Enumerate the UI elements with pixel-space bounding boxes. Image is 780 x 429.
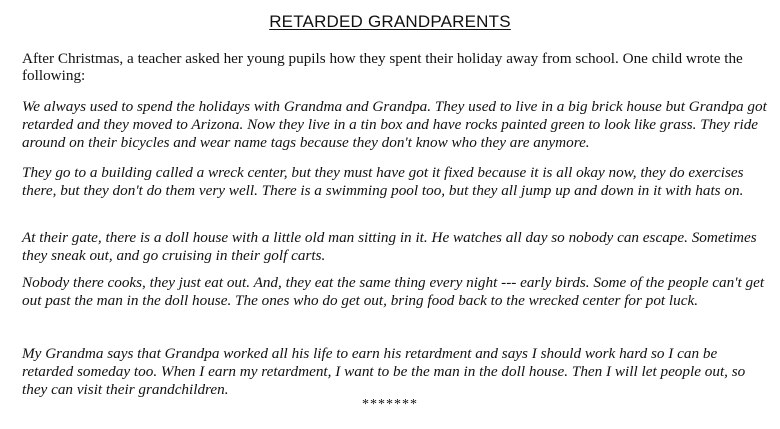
story-paragraph-4: Nobody there cooks, they just eat out. And, they eat the same thing every night --- early birds. Some of the people can't get out past the man in the doll house. The ones who do get out, bring food back to the wrecked center for pot luck. — [22, 274, 765, 309]
intro-paragraph: After Christmas, a teacher asked her young pupils how they spent their holiday away from school. One child wrote the following: — [22, 50, 743, 84]
story-paragraph-3: At their gate, there is a doll house with a little old man sitting in it. He watches all day so nobody can escape. Sometimes they sneak out, and go cruising in their golf carts. — [22, 229, 757, 264]
end-separator: ******* — [362, 397, 418, 412]
story-paragraph-2: They go to a building called a wreck center, but they must have got it fixed because it is all okay now, they do exercises there, but they don't do them very well. There is a swimming pool too, but they all jump up and down in it with hats on. — [22, 164, 744, 199]
story-paragraph-5: My Grandma says that Grandpa worked all his life to earn his retardment and says I should work hard so I can be retarded someday too. When I earn my retardment, I want to be the man in the doll house. Then I will let people out, so they can visit their grandchildren. — [22, 345, 746, 398]
document-title: RETARDED GRANDPARENTS — [269, 12, 511, 31]
story-paragraph-1: We always used to spend the holidays with Grandma and Grandpa. They used to live in a big brick house but Grandpa got retarded and they moved to Arizona. Now they live in a tin box and have rocks painted green to look like grass. They ride around on their bicycles and wear name tags because they don't know who they are anymore. — [22, 98, 767, 151]
